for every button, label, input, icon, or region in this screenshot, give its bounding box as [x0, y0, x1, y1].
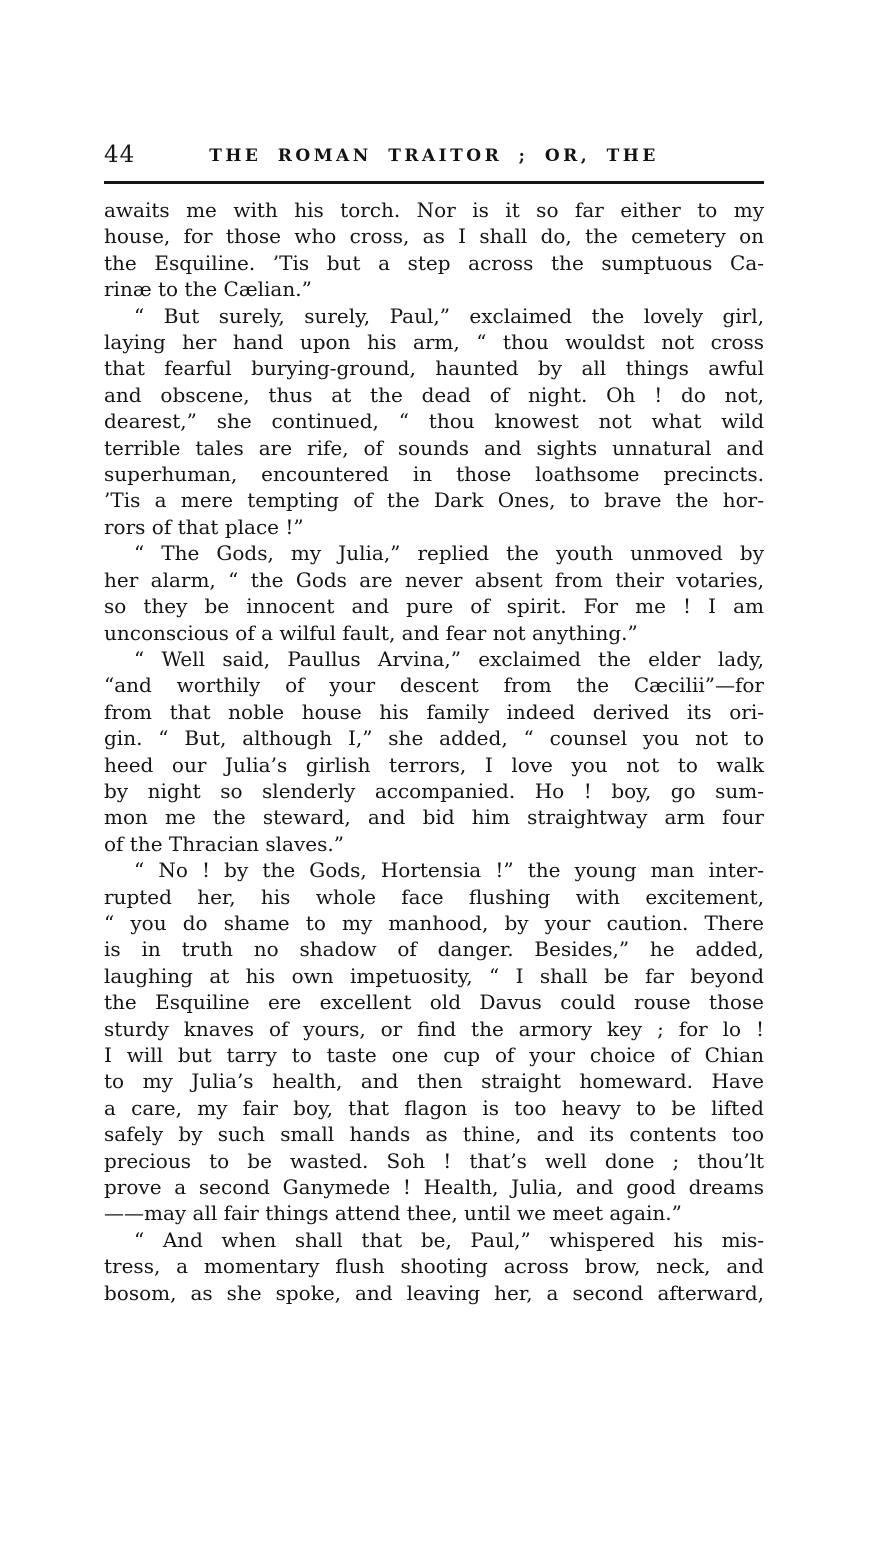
text-line: “ But surely, surely, Paul,” exclaimed the lovely girl, [134, 303, 764, 328]
text-line: the Esquiline ere excellent old Davus could rouse those [104, 990, 764, 1015]
paragraph [104, 1227, 764, 1306]
text-line: ——may all fair things attend thee, until we meet again.” [104, 1201, 682, 1226]
text-line: unconscious of a wilful fault, and fear not anything.” [104, 620, 638, 645]
text-line: prove a second Ganymede ! Health, Julia, and good dreams [104, 1175, 764, 1200]
paragraph [104, 540, 764, 646]
text-line: a care, my fair boy, that flagon is too heavy to be lifted [104, 1095, 764, 1120]
text-line: heed our Julia’s girlish terrors, I love you not to walk [104, 752, 764, 777]
text-line: “and worthily of your descent from the Cæcilii”—for [104, 673, 764, 698]
text-line: “ Well said, Paullus Arvina,” exclaimed the elder lady, [134, 646, 764, 671]
paragraph [104, 857, 764, 1227]
text-line: sturdy knaves of yours, or find the armory key ; for lo ! [104, 1016, 764, 1041]
text-line: bosom, as she spoke, and leaving her, a second afterward, [104, 1280, 764, 1305]
text-line: gin. “ But, although I,” she added, “ counsel you not to [104, 726, 764, 751]
page-number: 44 [104, 142, 136, 168]
text-line: “ you do shame to my manhood, by your caution. There [104, 910, 764, 935]
text-line: her alarm, “ the Gods are never absent from their votaries, [104, 567, 764, 592]
text-line: “ No ! by the Gods, Hortensia !” the young man inter- [134, 858, 764, 883]
text-line: laying her hand upon his arm, “ thou wouldst not cross [104, 330, 764, 355]
paragraph [104, 646, 764, 857]
text-line: the Esquiline. ’Tis but a step across the sumptuous Ca- [104, 250, 764, 275]
header-rule [104, 181, 764, 184]
paragraph [104, 197, 764, 303]
text-line: to my Julia’s health, and then straight homeward. Have [104, 1069, 764, 1094]
text-line: rinæ to the Cælian.” [104, 277, 312, 302]
text-line: so they be innocent and pure of spirit. For me ! I am [104, 594, 764, 619]
text-line: from that noble house his family indeed derived its ori- [104, 699, 764, 724]
paragraph [104, 303, 764, 541]
text-line: “ And when shall that be, Paul,” whispered his mis- [134, 1227, 764, 1252]
text-line: “ The Gods, my Julia,” replied the youth unmoved by [134, 541, 764, 566]
text-line: precious to be wasted. Soh ! that’s well done ; thou’lt [104, 1148, 764, 1173]
running-title: THE ROMAN TRAITOR ; OR, THE [209, 146, 659, 166]
text-line: ’Tis a mere tempting of the Dark Ones, to brave the hor- [104, 488, 764, 513]
page-header [104, 140, 764, 174]
text-line: house, for those who cross, as I shall do, the cemetery on [104, 224, 764, 249]
text-line: rors of that place !” [104, 514, 304, 539]
text-line: dearest,” she continued, “ thou knowest not what wild [104, 409, 764, 434]
text-line: rupted her, his whole face flushing with excitement, [104, 884, 764, 909]
page-text [104, 197, 764, 1306]
text-line: laughing at his own impetuosity, “ I shall be far beyond [104, 963, 764, 988]
text-line: and obscene, thus at the dead of night. Oh ! do not, [104, 382, 764, 407]
text-line: mon me the steward, and bid him straightway arm four [104, 805, 764, 830]
text-line: safely by such small hands as thine, and its contents too [104, 1122, 764, 1147]
text-line: tress, a momentary flush shooting across brow, neck, and [104, 1254, 764, 1279]
text-line: that fearful burying-ground, haunted by all things awful [104, 356, 764, 381]
text-line: terrible tales are rife, of sounds and sights unnatural and [104, 435, 764, 460]
text-line: superhuman, encountered in those loathsome precincts. [104, 462, 764, 487]
text-line: I will but tarry to taste one cup of your choice of Chian [104, 1043, 764, 1067]
text-line: of the Thracian slaves.” [104, 831, 344, 856]
text-line: by night so slenderly accompanied. Ho ! boy, go sum- [104, 778, 764, 803]
text-line: awaits me with his torch. Nor is it so far either to my [104, 198, 764, 222]
text-line: is in truth no shadow of danger. Besides,” he added, [104, 937, 764, 962]
